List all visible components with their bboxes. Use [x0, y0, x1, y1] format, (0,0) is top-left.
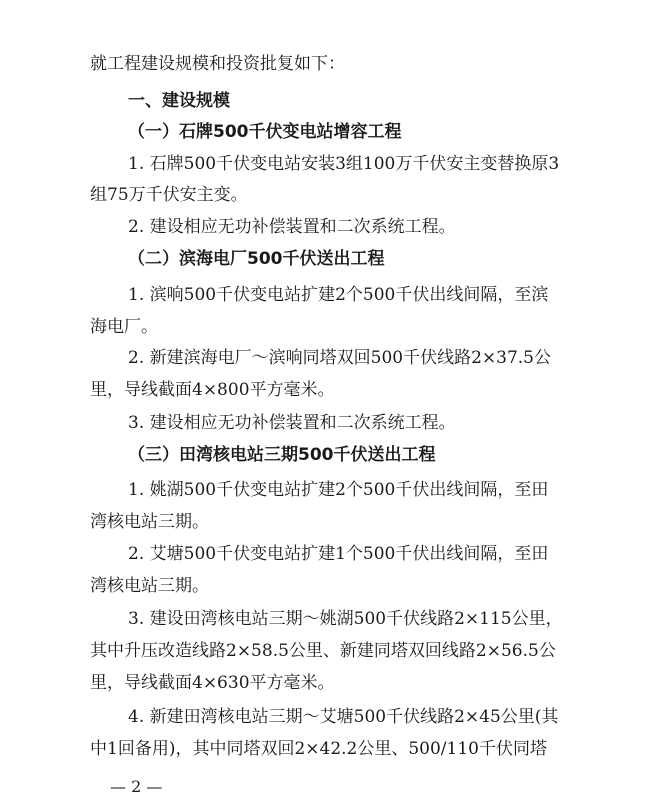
paragraph-line: 1. 姚湖500千伏变电站扩建2个500千伏出线间隔，至田: [128, 480, 549, 500]
subsection-heading-binhai: （二）滨海电厂500千伏送出工程: [128, 249, 385, 269]
paragraph-line: 1. 滨响500千伏变电站扩建2个500千伏出线间隔，至滨: [128, 285, 549, 305]
paragraph-line: 2. 艾塘500千伏变电站扩建1个500千伏出线间隔，至田: [128, 544, 549, 564]
paragraph-line: 里，导线截面4×800平方毫米。: [90, 380, 335, 400]
paragraph-line: 湾核电站三期。: [90, 512, 209, 532]
paragraph-line: 1. 石牌500千伏变电站安装3组100万千伏安主变替换原3: [128, 154, 560, 174]
paragraph-line: 2. 新建滨海电厂～滨响同塔双回500千伏线路2×37.5公: [128, 348, 551, 368]
paragraph-line: 中1回备用)，其中同塔双回2×42.2公里、500/110千伏同塔: [90, 739, 547, 759]
paragraph-line: 其中升压改造线路2×58.5公里、新建同塔双回线路2×56.5公: [90, 641, 556, 661]
paragraph-line: 3. 建设田湾核电站三期～姚湖500千伏线路2×115公里，: [128, 609, 563, 629]
paragraph-line: 2. 建设相应无功补偿装置和二次系统工程。: [128, 217, 456, 237]
section-heading-construction-scale: 一、建设规模: [128, 91, 230, 111]
subsection-heading-shipai: （一）石牌500千伏变电站增容工程: [128, 122, 402, 142]
page-number: — 2 —: [110, 777, 163, 796]
paragraph-line: 组75万千伏安主变。: [90, 185, 248, 205]
paragraph-line: 里，导线截面4×630平方毫米。: [90, 673, 335, 693]
intro-text: 就工程建设规模和投资批复如下：: [90, 54, 345, 74]
subsection-heading-tianwan: （三）田湾核电站三期500千伏送出工程: [128, 445, 436, 465]
paragraph-line: 海电厂。: [90, 317, 158, 337]
paragraph-line: 3. 建设相应无功补偿装置和二次系统工程。: [128, 413, 456, 433]
paragraph-line: 湾核电站三期。: [90, 576, 209, 596]
paragraph-line: 4. 新建田湾核电站三期～艾塘500千伏线路2×45公里(其: [128, 707, 559, 727]
